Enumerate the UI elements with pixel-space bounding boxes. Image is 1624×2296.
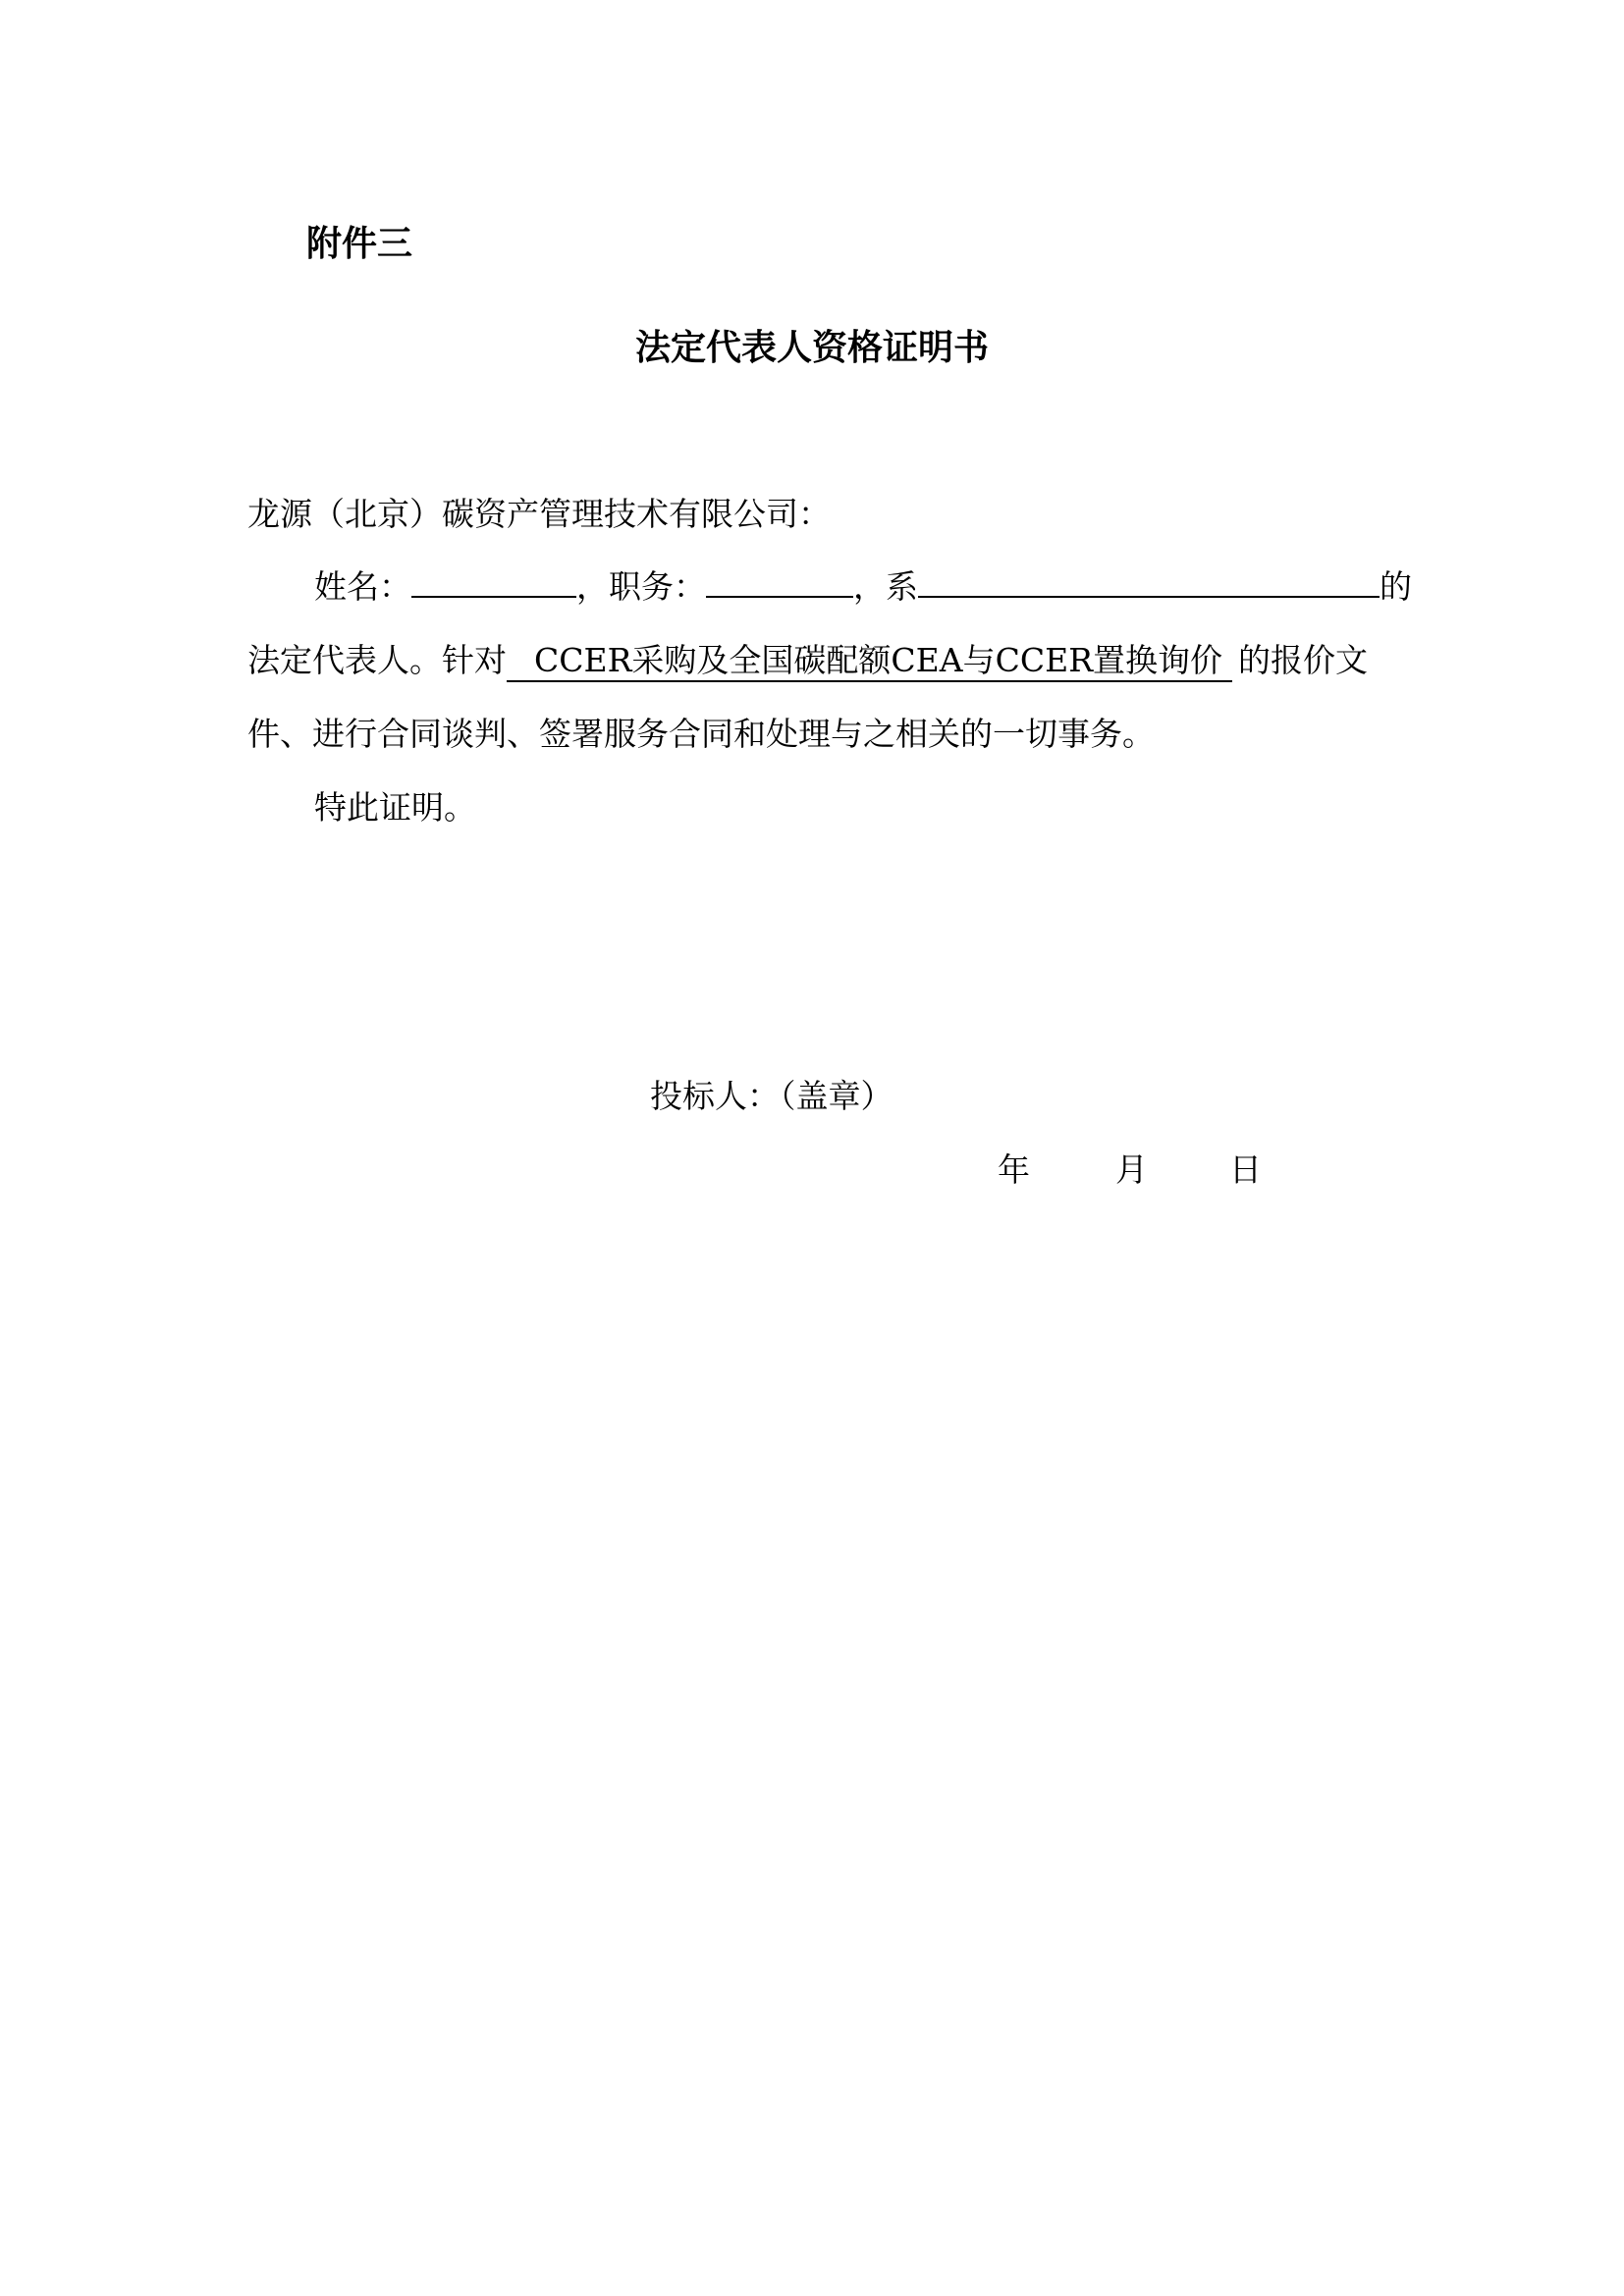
- project-suffix: 的报价文: [1238, 641, 1369, 679]
- name-blank: [411, 562, 576, 598]
- comma-1: ，: [576, 567, 609, 606]
- name-label: 姓名：: [314, 567, 411, 606]
- of-label: 系: [886, 567, 918, 606]
- company-blank: [918, 562, 1380, 598]
- bidder-seal-label: 投标人：（盖章）: [650, 1077, 893, 1115]
- project-line: [247, 635, 1368, 681]
- date-year: 年: [998, 1150, 1030, 1189]
- of-suffix: 的: [1380, 567, 1412, 606]
- comma-2: ，: [853, 567, 886, 606]
- position-label: 职务：: [609, 567, 706, 606]
- date-day: 日: [1229, 1150, 1262, 1189]
- representative-info-line: [314, 561, 1412, 608]
- addressee: 龙源（北京）碳资产管理技术有限公司：: [247, 495, 831, 533]
- scope-line: 件、进行合同谈判、签署服务合同和处理与之相关的一切事务。: [247, 715, 1155, 753]
- document-title: 法定代表人资格证明书: [634, 328, 989, 368]
- project-name: CCER采购及全国碳配额CEA与CCER置换询价: [507, 641, 1232, 682]
- position-blank: [706, 562, 853, 598]
- project-prefix: 法定代表人。针对: [247, 641, 507, 679]
- attachment-label: 附件三: [306, 224, 413, 264]
- closing-statement: 特此证明。: [314, 788, 476, 827]
- date-month: 月: [1115, 1150, 1148, 1189]
